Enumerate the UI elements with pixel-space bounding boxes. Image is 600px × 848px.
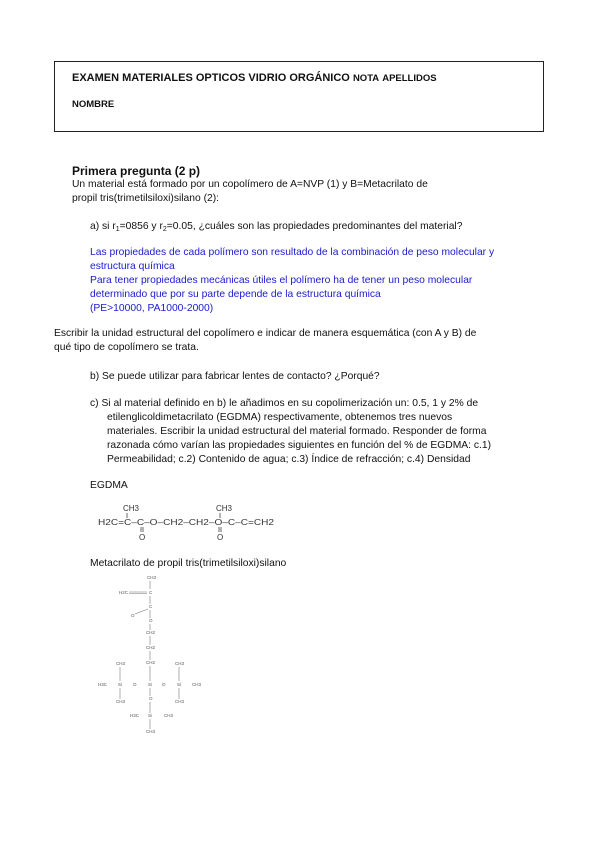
m-c2: C — [149, 604, 153, 609]
m-ch3-top: CH3 — [147, 575, 157, 580]
answer-line: Para tener propiedades mecánicas útiles el polímero ha de tener un peso molecular — [90, 275, 473, 286]
m-ch2a: CH2 — [146, 630, 156, 635]
bond — [135, 609, 148, 614]
egdma-ch3-right: CH3 — [216, 504, 233, 513]
m-ch3-r-right: CH3 — [192, 682, 202, 687]
answer-line: Las propiedades de cada polímero son resultado de la combinación de peso molecular y — [90, 247, 495, 258]
question-b: b) Se puede utilizar para fabricar lentes de contacto? ¿Porqué? — [90, 371, 380, 382]
nota-label: NOTA — [352, 73, 380, 84]
r2-subscript: 2 — [162, 226, 167, 233]
m-o-bottom: O — [149, 696, 153, 701]
question-intro — [72, 178, 542, 206]
structure-line-2: qué tipo de copolímero se trata. — [54, 342, 199, 353]
c-line: Permeabilidad; c.2) Contenido de agua; c.3) Índice de refracción; c.4) Densidad — [107, 454, 471, 465]
c-line: materiales. Escribir la unidad estructural del material formado. Responder de forma — [107, 426, 487, 437]
apellidos-label: APELLIDOS — [382, 73, 437, 84]
c-line: c) Si al material definido en b) le añadimos en su copolimerización un: 0.5, 1 y 2% de — [90, 398, 479, 409]
m-ch3-l-bot: CH3 — [116, 699, 126, 704]
metacrilato-label: Metacrilato de propil tris(trimetilsiloxi)silano — [90, 558, 287, 569]
m-c1: C — [149, 590, 153, 595]
metacrilato-structure — [92, 572, 204, 736]
m-ch3-b-right: CH3 — [164, 713, 174, 718]
r1-subscript: 1 — [115, 226, 120, 233]
structure-line-1: Escribir la unidad estructural del copolímero e indicar de manera esquemática (con A y B) de — [54, 328, 477, 339]
answer-line: (PE>10000, PA1000-2000) — [90, 303, 214, 314]
question-c — [90, 397, 560, 467]
m-si-center: Si — [148, 682, 153, 687]
a-rest: =0.05, ¿cuáles son las propiedades predominantes del material? — [166, 221, 463, 232]
m-si-right: Si — [177, 682, 182, 687]
nombre-label: NOMBRE — [72, 99, 115, 110]
intro-line-2: propil tris(trimetilsiloxi)silano (2): — [72, 193, 220, 204]
egdma-label: EGDMA — [90, 480, 128, 491]
m-ch2b: CH2 — [146, 645, 156, 650]
m-o-right: O — [162, 682, 166, 687]
egdma-o-left: O — [139, 533, 146, 542]
egdma-o-right: O — [217, 533, 224, 542]
c-line: etilenglicoldimetacrilato (EGDMA) respectivamente, obtenemos tres nuevos — [107, 412, 453, 423]
intro-line-1: Un material está formado por un copolímero de A=NVP (1) y B=Metacrilato de — [72, 179, 428, 190]
exam-title-text: EXAMEN MATERIALES OPTICOS VIDRIO ORGÁNICO — [72, 72, 350, 84]
m-ch3-r-top: CH3 — [175, 661, 185, 666]
m-ch3-b-bot: CH3 — [146, 729, 156, 734]
egdma-structure — [96, 500, 286, 544]
question-a — [90, 220, 462, 237]
a-r1-value: =0856 y r — [119, 221, 163, 232]
egdma-ch3-left: CH3 — [123, 504, 140, 513]
m-o-carbonyl: O — [131, 613, 135, 618]
structure-instruction — [54, 327, 554, 355]
c-line: razonada cómo varían las propiedades siguientes en función del % de EGDMA: c.1) — [107, 440, 492, 451]
m-ch3-l-left: H3C — [98, 682, 108, 687]
m-o-left: O — [133, 682, 137, 687]
egdma-chain: H2C=C–C–O–CH2–CH2–O–C–C=CH2 — [98, 518, 275, 527]
m-ch3-r-bot: CH3 — [175, 699, 185, 704]
m-ch3-l-top: CH3 — [116, 661, 126, 666]
answer-line: determinado que por su parte depende de la estructura química — [90, 289, 381, 300]
m-si-bottom: Si — [148, 713, 153, 718]
question-heading: Primera pregunta (2 p) — [72, 164, 201, 178]
m-o-ester: O — [149, 618, 153, 623]
exam-title — [72, 72, 437, 84]
answer-block — [90, 246, 550, 316]
m-si-left: Si — [118, 682, 123, 687]
m-ch3-b-left: H3C — [130, 713, 140, 718]
m-ch2c: CH2 — [146, 660, 156, 665]
a-prefix: a) si r — [90, 221, 116, 232]
answer-line: estructura química — [90, 261, 175, 272]
m-h2c: H2C — [119, 590, 129, 595]
